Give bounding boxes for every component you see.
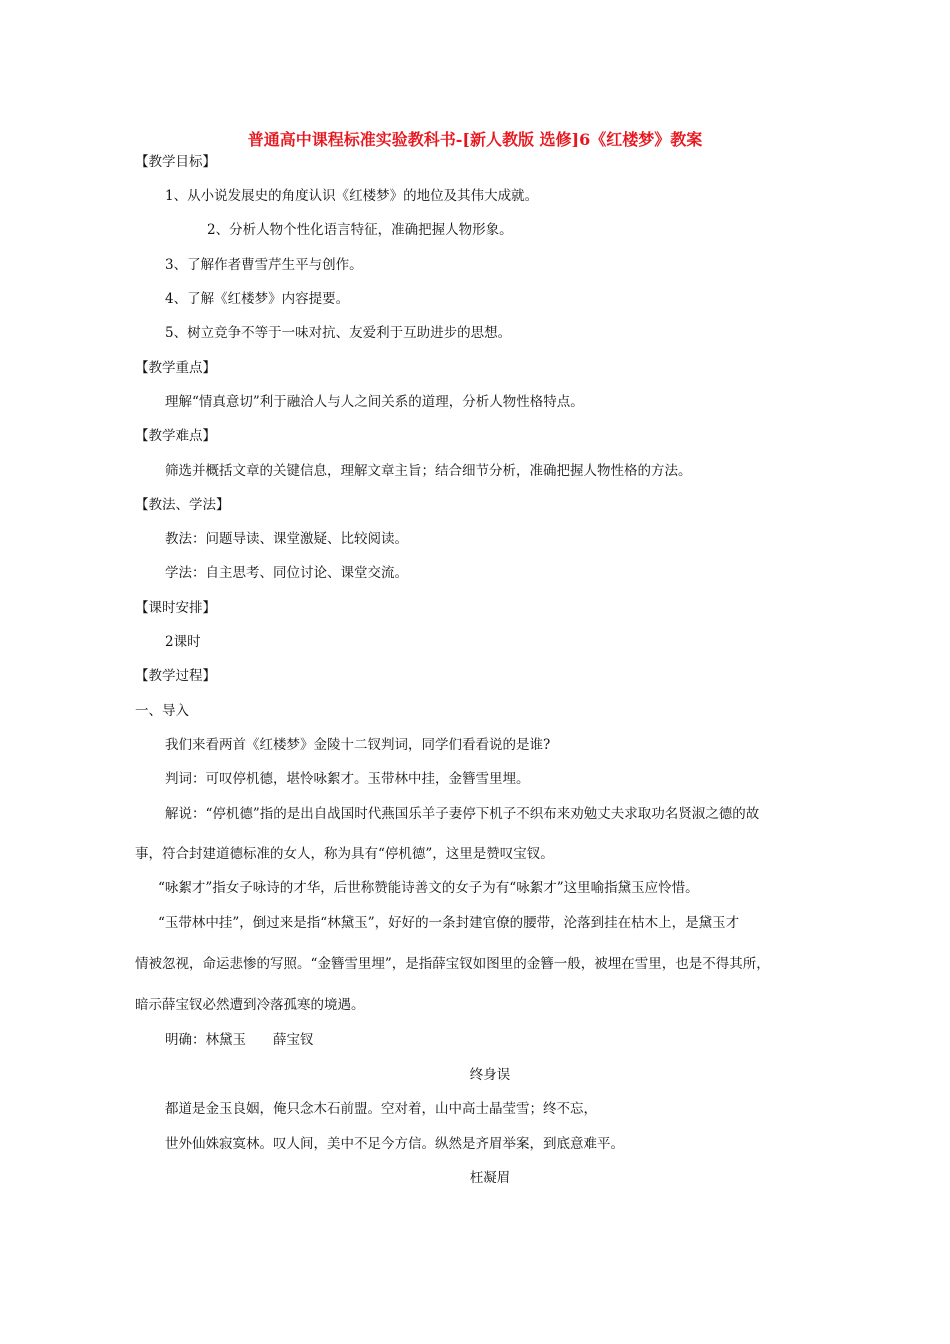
- key-points-text: 理解“情真意切”利于融洽人与人之间关系的道理，分析人物性格特点。: [165, 394, 584, 410]
- intro-paragraph: 我们来看两首《红楼梦》金陵十二钗判词，同学们看看说的是谁?: [165, 737, 551, 753]
- objective-item: 5、树立竞争不等于一味对抗、友爱利于互助进步的思想。: [165, 325, 512, 341]
- intro-paragraph: 情被忽视，命运悲惨的写照。“金簪雪里埋”，是指薛宝钗如图里的金簪一般，被埋在雪里，也是不得其所，: [135, 956, 770, 972]
- song-title: 枉凝眉: [469, 1170, 511, 1186]
- intro-paragraph: 解说：“停机德”指的是出自战国时代燕国乐羊子妻停下机子不织布来劝勉丈夫求取功名贤淑之德的故: [165, 806, 760, 822]
- song-line: 都道是金玉良姻，俺只念木石前盟。空对着，山中高士晶莹雪；终不忘，: [165, 1101, 597, 1117]
- answer-text: 明确：林黛玉 薛宝钗: [165, 1032, 314, 1048]
- song-line: 世外仙姝寂寞林。叹人间，美中不足今方信。纵然是齐眉举案，到底意难平。: [165, 1136, 624, 1152]
- song-title: 终身误: [469, 1067, 511, 1083]
- intro-heading: 一、导入: [135, 703, 189, 719]
- key-points-heading: 【教学重点】: [135, 360, 216, 376]
- objectives-heading: 【教学目标】: [135, 154, 216, 170]
- intro-paragraph: 暗示薛宝钗必然遭到冷落孤寒的境遇。: [135, 997, 365, 1013]
- objective-item: 4、了解《红楼梦》内容提要。: [165, 291, 350, 307]
- schedule-heading: 【课时安排】: [135, 600, 216, 616]
- difficulties-text: 筛选并概括文章的关键信息，理解文章主旨；结合细节分析，准确把握人物性格的方法。: [165, 463, 692, 479]
- intro-paragraph: “玉带林中挂”，倒过来是指“林黛玉”，好好的一条封建官僚的腰带，沦落到挂在枯木上，是黛玉才: [158, 915, 740, 931]
- intro-paragraph: “咏絮才”指女子咏诗的才华，后世称赞能诗善文的女子为有“咏絮才”这里喻指黛玉应怜惜。: [158, 880, 699, 896]
- intro-paragraph: 判词：可叹停机德，堪怜咏絮才。玉带林中挂，金簪雪里埋。: [165, 771, 530, 787]
- teaching-method-text: 教法：问题导读、课堂激疑、比较阅读。: [165, 531, 408, 547]
- objective-item: 2、分析人物个性化语言特征，准确把握人物形象。: [207, 222, 513, 238]
- learning-method-text: 学法：自主思考、同位讨论、课堂交流。: [165, 565, 408, 581]
- objective-item: 1、从小说发展史的角度认识《红楼梦》的地位及其伟大成就。: [165, 188, 539, 204]
- methods-heading: 【教法、学法】: [135, 497, 230, 513]
- intro-paragraph: 事，符合封建道德标准的女人，称为具有“停机德”，这里是赞叹宝钗。: [135, 846, 554, 862]
- schedule-text: 2课时: [165, 634, 201, 650]
- difficulties-heading: 【教学难点】: [135, 428, 216, 444]
- document-title: 普通高中课程标准实验教科书-[新人教版 选修]6《红楼梦》教案: [247, 130, 703, 149]
- objective-item: 3、了解作者曹雪芹生平与创作。: [165, 257, 363, 273]
- process-heading: 【教学过程】: [135, 668, 216, 684]
